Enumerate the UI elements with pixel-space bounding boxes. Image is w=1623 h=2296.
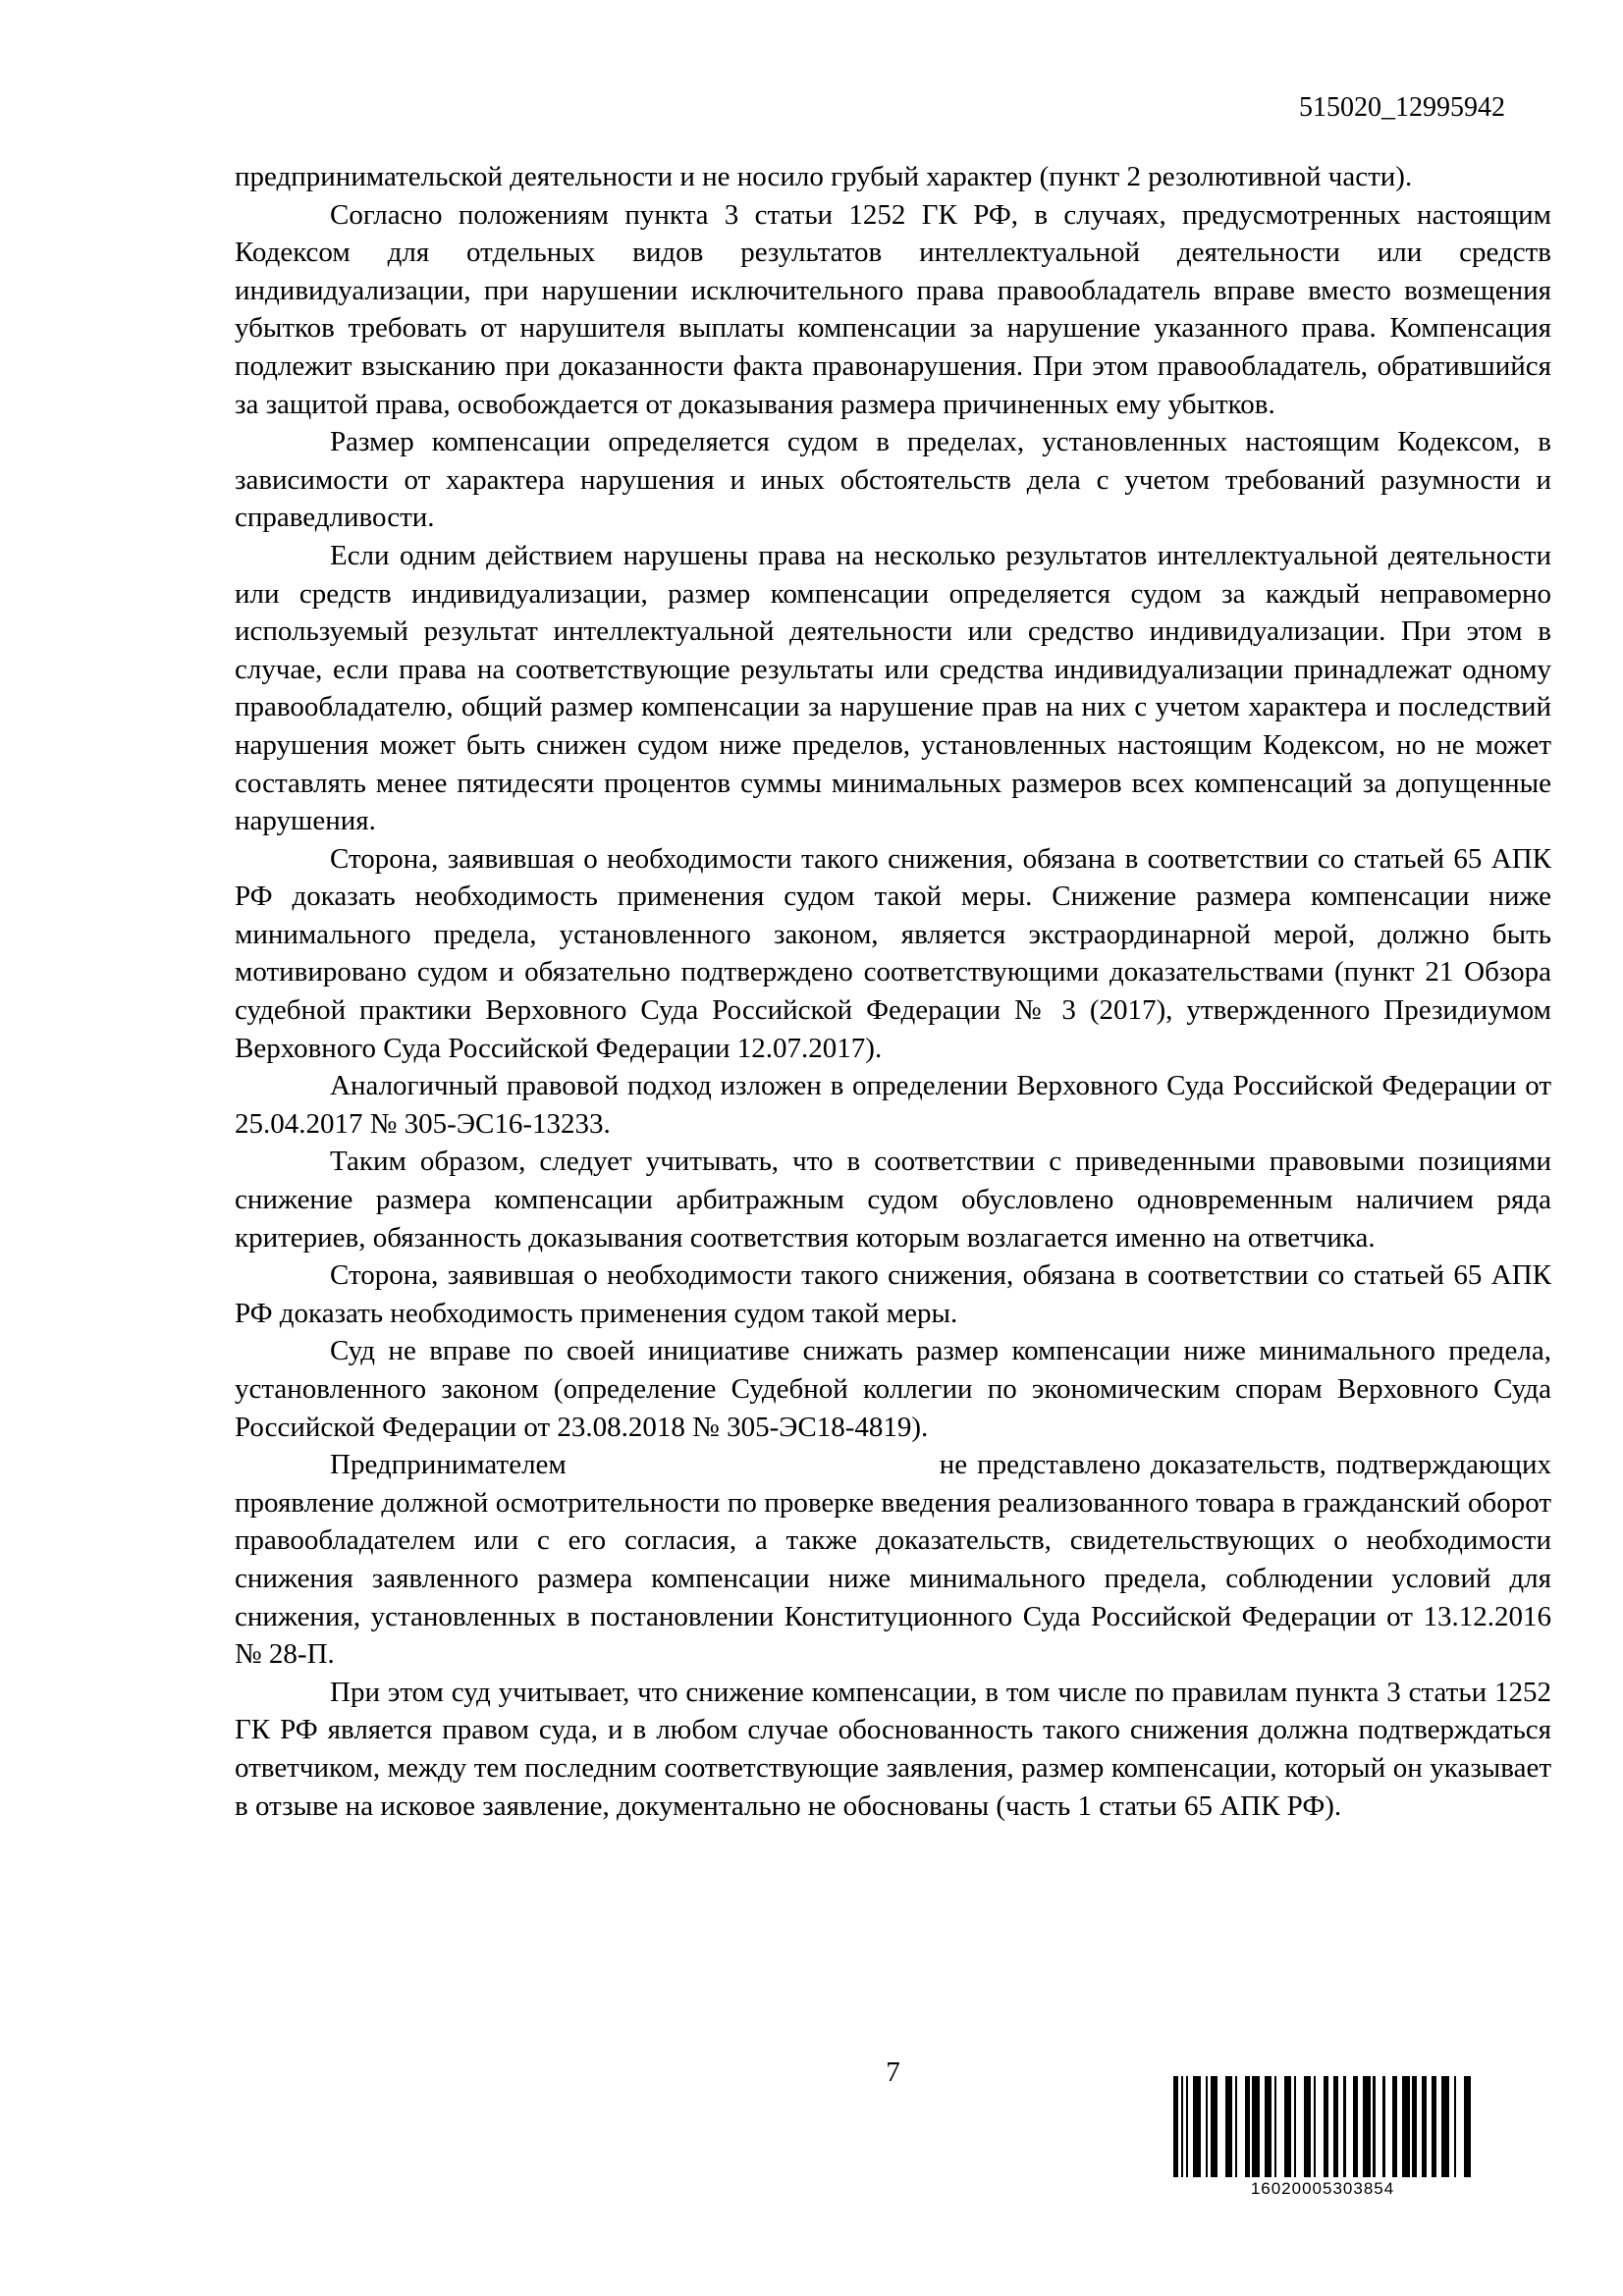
paragraph-lead: Предпринимателем <box>330 1449 567 1481</box>
paragraph: предпринимательской деятельности и не носило грубый характер (пункт 2 резолютивной части). <box>235 161 1413 192</box>
page-number: 7 <box>886 2056 900 2088</box>
paragraph: Размер компенсации определяется судом в пределах, установленных настоящим Кодексом, в зависимости от характера нарушения и иных обстоятельств дела с учетом требований разумности и справедливости. <box>235 426 1551 534</box>
paragraph: Сторона, заявившая о необходимости такого снижения, обязана в соответствии со статьей 65 АПК РФ доказать необходимость применения судом такой меры. Снижение размера компенсации ниже минимального предела, установленного законом, является экстраординарной мерой, должно быть мотивировано судом и обязательно подтверждено соответствующими доказательствами (пункт 21 Обзора судебной практики Верховного Суда Российской Федерации № 3 (2017), утвержденного Президиумом Верховного Суда Российской Федерации 12.07.2017). <box>235 842 1551 1064</box>
document-id: 515020_12995942 <box>1299 92 1505 123</box>
paragraph: Согласно положениям пункта 3 статьи 1252 ГК РФ, в случаях, предусмотренных настоящим Кодексом для отдельных видов результатов интеллектуальной деятельности или средств индивидуализации, при нарушении исключительного права правообладатель вправе вместо возмещения убытков требовать от нарушителя выплаты компенсации за нарушение указанного права. Компенсация подлежит взысканию при доказанности факта правонарушения. При этом правообладатель, обратившийся за защитой права, освобождается от доказывания размера причиненных ему убытков. <box>235 198 1551 420</box>
paragraph: Аналогичный правовой подход изложен в определении Верховного Суда Российской Федерации от 25.04.2017 № 305-ЭС16-13233. <box>235 1070 1551 1140</box>
paragraph: Таким образом, следует учитывать, что в соответствии с приведенными правовыми позициями снижение размера компенсации арбитражным судом обусловлено одновременным наличием ряда критериев, обязанность доказывания соответствия которым возлагается именно на ответчика. <box>235 1146 1551 1254</box>
barcode <box>1173 2076 1472 2199</box>
barcode-bars <box>1173 2076 1472 2177</box>
paragraph: Предпринимателем не представлено доказательств, подтверждающих проявление должной осмотрительности по проверке введения реализованного товара в гражданский оборот правообладателем или с его согласия, а также доказательств, свидетельствующих о необходимости снижения заявленного размера компенсации ниже минимального предела, соблюдении условий для снижения, установленных в постановлении Конституционного Суда Российской Федерации от 13.12.2016 № 28-П. <box>235 1449 1551 1671</box>
barcode-value: 16020005303854 <box>1250 2179 1395 2198</box>
paragraph: При этом суд учитывает, что снижение компенсации, в том числе по правилам пункта 3 статьи 1252 ГК РФ является правом суда, и в любом случае обоснованность такого снижения должна подтверждаться ответчиком, между тем последним соответствующие заявления, размер компенсации, который он указывает в отзыве на исковое заявление, документально не обоснованы (часть 1 статьи 65 АПК РФ). <box>235 1676 1551 1822</box>
paragraph: Если одним действием нарушены права на несколько результатов интеллектуальной деятельности или средств индивидуализации, размер компенсации определяется судом за каждый неправомерно используемый результат интеллектуальной деятельности или средство индивидуализации. При этом в случае, если права на соответствующие результаты или средства индивидуализации принадлежат одному правообладателю, общий размер компенсации за нарушение прав на них с учетом характера и последствий нарушения может быть снижен судом ниже пределов, установленных настоящим Кодексом, но не может составлять менее пятидесяти процентов суммы минимальных размеров всех компенсаций за допущенные нарушения. <box>235 539 1551 837</box>
paragraph: Сторона, заявившая о необходимости такого снижения, обязана в соответствии со статьей 65 АПК РФ доказать необходимость применения судом такой меры. <box>235 1259 1551 1329</box>
paragraph: Суд не вправе по своей инициативе снижать размер компенсации ниже минимального предела, установленного законом (определение Судебной коллегии по экономическим спорам Верховного Суда Российской Федерации от 23.08.2018 № 305-ЭС18-4819). <box>235 1335 1551 1443</box>
redacted-name-gap <box>576 1472 930 1473</box>
document-body <box>235 158 1551 1825</box>
